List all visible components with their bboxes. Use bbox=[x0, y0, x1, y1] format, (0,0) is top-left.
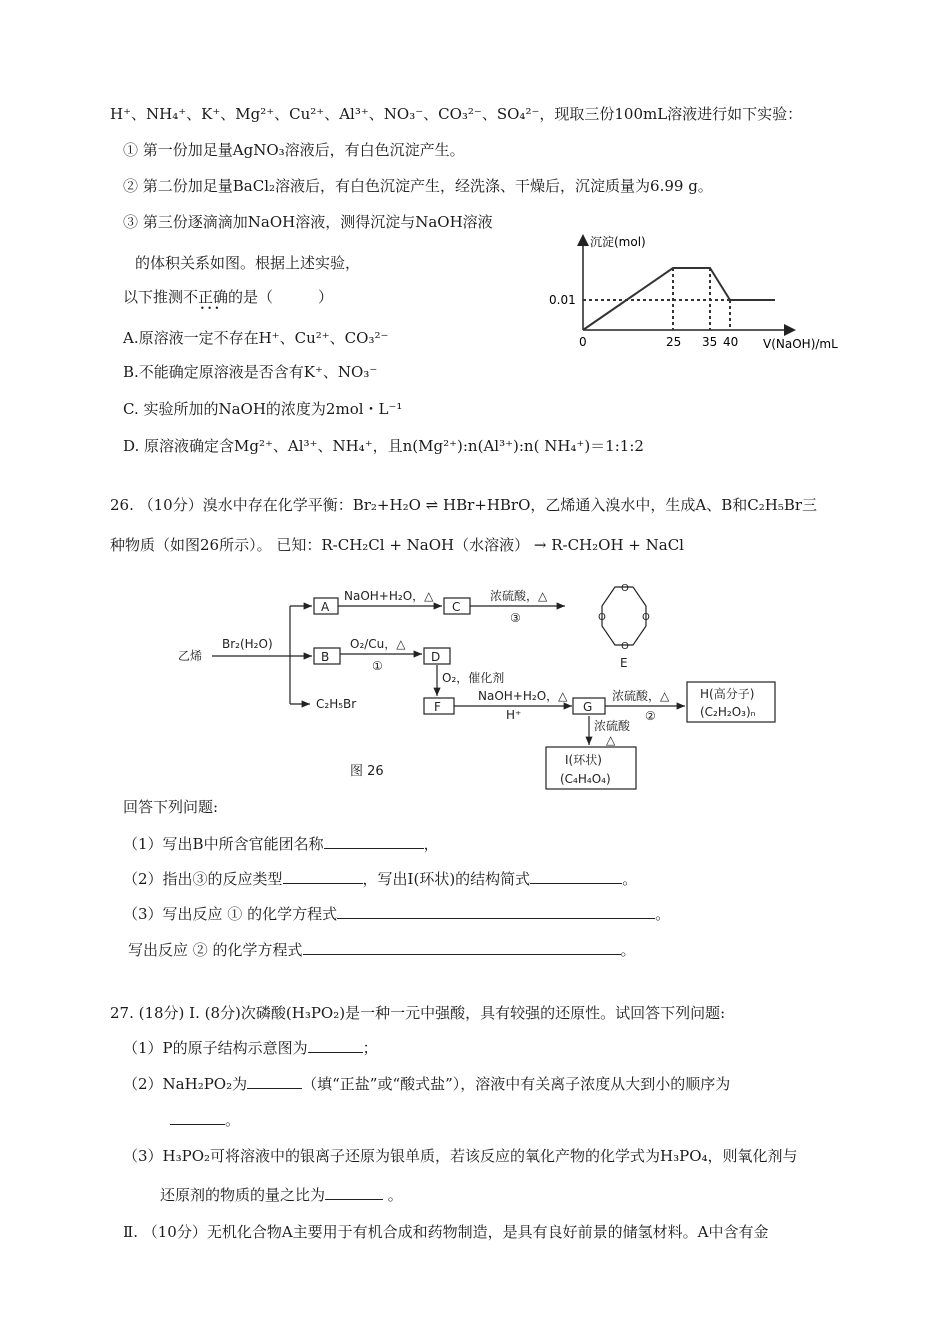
ring-o-left: O bbox=[598, 612, 606, 623]
graph-y-label: 沉淀(mol) bbox=[590, 235, 646, 249]
ring-o-bottom: O bbox=[621, 641, 629, 652]
q27-part2-cont bbox=[170, 1110, 240, 1130]
c-arrow-reagent: 浓硫酸，△ bbox=[490, 589, 548, 603]
ring-o-right: O bbox=[642, 612, 650, 623]
q27-part2-text-b: （填“正盐”或“酸式盐”），溶液中有关离子浓度从大到小的顺序为 bbox=[302, 1075, 731, 1093]
d-to-f-reagent: O₂，催化剂 bbox=[442, 671, 505, 685]
box-b: B bbox=[321, 650, 330, 664]
q25-exp3b: 的体积关系如图。根据上述实验， bbox=[135, 254, 361, 272]
q25-option-a: A.原溶液一定不存在H⁺、Cu²⁺、CO₃²⁻ bbox=[123, 329, 389, 347]
q26-part1-text: （1）写出B中所含官能团名称 bbox=[123, 835, 324, 853]
period: 。 bbox=[225, 1111, 241, 1129]
reaction-flow-diagram bbox=[160, 570, 800, 795]
answer-blank[interactable] bbox=[170, 1110, 225, 1125]
box-d: D bbox=[431, 650, 441, 664]
compound-e-label: E bbox=[620, 656, 628, 670]
emphasis-dots: • • • bbox=[200, 304, 220, 313]
g-to-h-reagent: 浓硫酸，△ bbox=[612, 689, 670, 703]
answer-blank[interactable] bbox=[325, 1185, 383, 1200]
box-h-line1: H(高分子) bbox=[700, 687, 755, 701]
q25-option-d: D. 原溶液确定含Mg²⁺、Al³⁺、NH₄⁺，且n(Mg²⁺):n(Al³⁺):n( NH₄⁺)＝1:1:2 bbox=[123, 437, 644, 455]
q27-part2-heading: Ⅱ. （10分）无机化合物A主要用于有机合成和药物制造，是具有良好前景的储氢材料。A中含有金 bbox=[123, 1223, 769, 1241]
q26-part4 bbox=[128, 940, 636, 960]
q26-part2-text-a: （2）指出③的反应类型 bbox=[123, 870, 283, 888]
box-c: C bbox=[452, 600, 461, 614]
g-to-i-heat: △ bbox=[606, 733, 616, 747]
answer-blank[interactable] bbox=[247, 1074, 302, 1089]
f-to-g-reagent: NaOH+H₂O，△ bbox=[478, 689, 568, 703]
box-a: A bbox=[321, 600, 330, 614]
period: 。 bbox=[622, 870, 638, 888]
answer-blank[interactable] bbox=[530, 869, 622, 884]
comma: ， bbox=[423, 835, 439, 853]
box-i-line1: I(环状) bbox=[565, 753, 602, 767]
graph-x-tick-40: 40 bbox=[723, 335, 739, 349]
q27-part2 bbox=[123, 1074, 730, 1094]
b-to-d-reagent: O₂/Cu，△ bbox=[350, 637, 406, 651]
ethylene-label: 乙烯 bbox=[178, 649, 203, 663]
graph-x-label: V(NaOH)/mL bbox=[763, 337, 838, 351]
q26-line2: 种物质（如图26所示）。 已知：R-CH₂Cl + NaOH（水溶液） → R-CH₂OH + NaCl bbox=[110, 536, 684, 554]
graph-x-tick-25: 25 bbox=[666, 335, 682, 349]
box-h-line2: (C₂H₂O₃)ₙ bbox=[700, 705, 756, 719]
q25-exp2: ② 第二份加足量BaCl₂溶液后，有白色沉淀产生，经洗涤、干燥后，沉淀质量为6.99 g。 bbox=[123, 177, 713, 195]
q26-part2 bbox=[123, 869, 637, 889]
answer-blank[interactable] bbox=[337, 904, 655, 919]
br2-reagent: Br₂(H₂O) bbox=[222, 637, 273, 651]
q26-part3-text: （3）写出反应 ① 的化学方程式 bbox=[123, 905, 338, 923]
g-to-h-number: ② bbox=[645, 709, 656, 723]
b-to-d-number: ① bbox=[372, 659, 383, 673]
q27-part3-text-b: 还原剂的物质的量之比为 bbox=[160, 1186, 326, 1204]
box-g: G bbox=[583, 700, 593, 714]
q27-part3: （3）H₃PO₂可将溶液中的银离子还原为银单质，若该反应的氧化产物的化学式为H₃PO₄，则氧化剂与 bbox=[123, 1147, 798, 1165]
c-arrow-number: ③ bbox=[510, 611, 521, 625]
q27-part1 bbox=[123, 1038, 378, 1058]
q27-part2-text-a: （2）NaH₂PO₂为 bbox=[123, 1075, 248, 1093]
graph-y-tick: 0.01 bbox=[549, 293, 576, 307]
q25-exp3: ③ 第三份逐滴滴加NaOH溶液，测得沉淀与NaOH溶液 bbox=[123, 213, 493, 231]
answer-blank[interactable] bbox=[324, 834, 424, 849]
precipitate-graph bbox=[545, 228, 845, 358]
q25-exp1: ① 第一份加足量AgNO₃溶液后，有白色沉淀产生。 bbox=[123, 141, 465, 159]
q26-part1 bbox=[123, 834, 439, 854]
answer-blank[interactable] bbox=[308, 1038, 363, 1053]
q26-part3 bbox=[123, 904, 670, 924]
q26-line1: 26. （10分）溴水中存在化学平衡：Br₂+H₂O ⇌ HBr+HBrO，乙烯通入溴水中，生成A、B和C₂H₅Br三 bbox=[110, 496, 818, 514]
graph-x-tick-35: 35 bbox=[702, 335, 718, 349]
figure-caption: 图 26 bbox=[350, 764, 384, 779]
answer-blank[interactable] bbox=[283, 869, 363, 884]
answer-blank[interactable] bbox=[303, 940, 621, 955]
box-i-line2: (C₄H₄O₄) bbox=[560, 772, 611, 786]
q25-ions-line: H⁺、NH₄⁺、K⁺、Mg²⁺、Cu²⁺、Al³⁺、NO₃⁻、CO₃²⁻、SO₄²⁻，现取三份100mL溶液进行如下实验： bbox=[110, 105, 803, 123]
period: 。 bbox=[620, 941, 636, 959]
c2h5br-label: C₂H₅Br bbox=[316, 697, 357, 711]
q25-option-b: B.不能确定原溶液是否含有K⁺、NO₃⁻ bbox=[123, 363, 378, 381]
period: 。 bbox=[383, 1186, 403, 1204]
q26-answer-intro: 回答下列问题: bbox=[123, 798, 219, 816]
a-to-c-reagent: NaOH+H₂O，△ bbox=[344, 589, 434, 603]
q27-part3-cont bbox=[160, 1185, 403, 1205]
q25-question: 以下推测不正确的是（ ） bbox=[123, 288, 334, 306]
q26-part2-text-b: ，写出I(环状)的结构简式 bbox=[362, 870, 531, 888]
f-to-g-acid: H⁺ bbox=[506, 708, 522, 722]
semicolon: ； bbox=[362, 1039, 378, 1057]
box-f: F bbox=[434, 700, 441, 714]
g-to-i-reagent: 浓硫酸 bbox=[594, 719, 631, 733]
period: 。 bbox=[655, 905, 671, 923]
q27-part1-text: （1）P的原子结构示意图为 bbox=[123, 1039, 308, 1057]
q26-part4-text: 写出反应 ② 的化学方程式 bbox=[128, 941, 303, 959]
q25-option-c: C. 实验所加的NaOH的浓度为2mol・L⁻¹ bbox=[123, 400, 403, 418]
graph-origin: 0 bbox=[579, 335, 587, 349]
q27-line1: 27. (18分) Ⅰ. (8分)次磷酸(H₃PO₂)是一种一元中强酸，具有较强的还原性。试回答下列问题: bbox=[110, 1004, 726, 1022]
ring-o-top: O bbox=[621, 583, 629, 594]
